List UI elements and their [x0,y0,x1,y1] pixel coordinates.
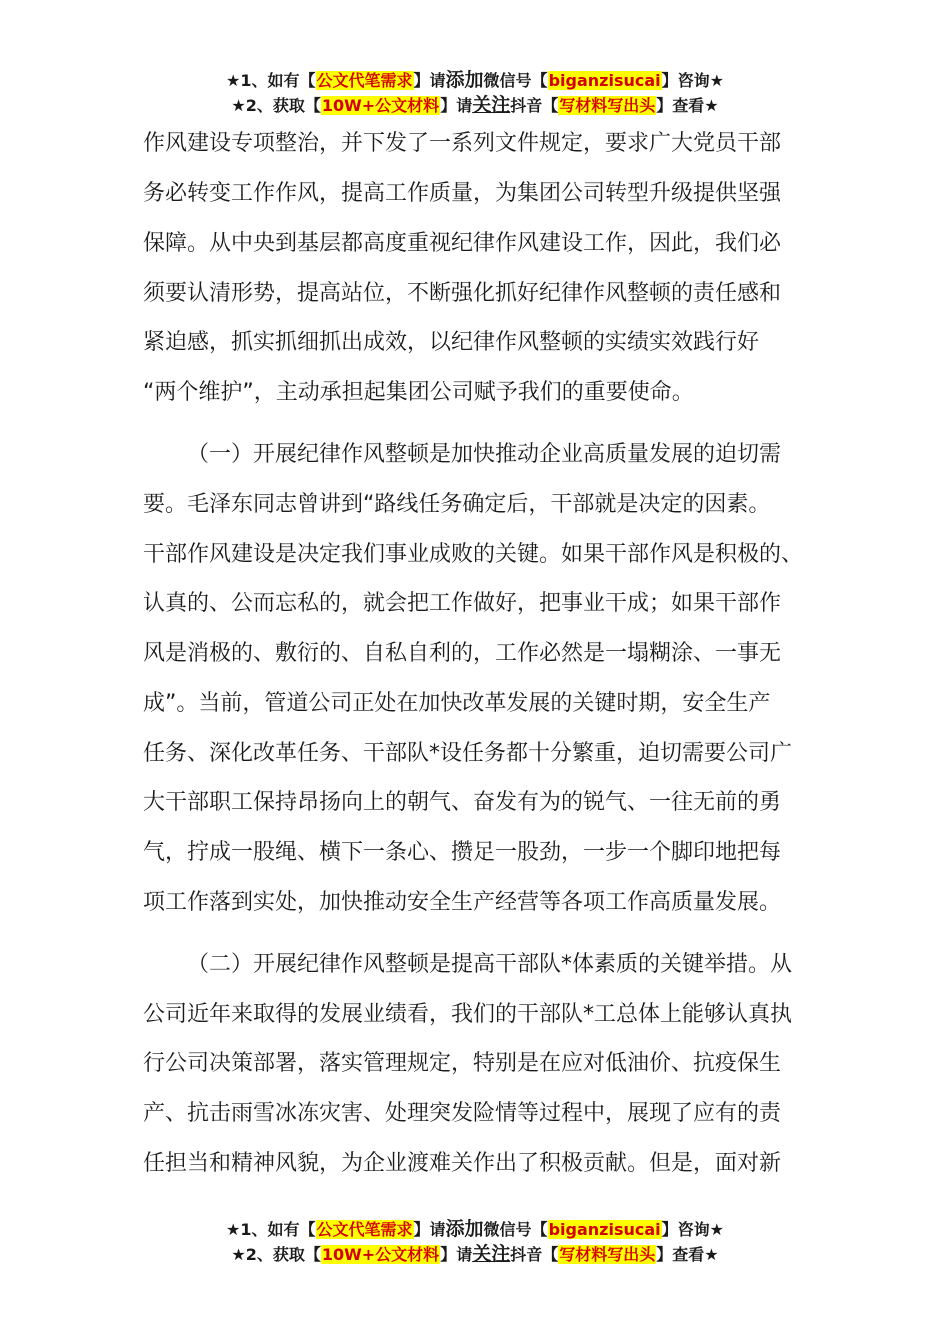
paragraph-first-line: （二）开展纪律作风整顿是提高干部队*体素质的关键举措。从 [187,952,793,977]
douyin-account: 写材料写出头 [559,1245,656,1264]
wechat-id: biganzisucai [548,1220,661,1239]
text-line: 任务、深化改革任务、干部队*设任务都十分繁重，迫切需要公司广 [143,741,793,766]
emphasis-text: 关注 [472,94,511,116]
wechat-id: biganzisucai [548,71,661,90]
text-line: 行公司决策部署，落实管理规定，特别是在应对低油价、抗疫保生 [143,1051,782,1076]
douyin-account: 写材料写出头 [559,96,656,115]
banner-text: 微信号【 [483,1220,548,1239]
highlight-text: 10W+公文材料 [321,1245,440,1264]
banner-line-1 [0,68,950,93]
banner-text: ★1、如有【 [226,1220,316,1239]
text-line: 要。毛泽东同志曾讲到“路线任务确定后，干部就是决定的因素。 [143,492,771,517]
header-banner [0,68,950,118]
emphasis-text: 关注 [472,1243,511,1265]
highlight-text: 公文代笔需求 [316,71,413,90]
text-line: “两个维护”，主动承担起集团公司赋予我们的重要使命。 [143,380,694,405]
banner-text: 微信号【 [483,71,548,90]
text-line: 任担当和精神风貌，为企业渡难关作出了积极贡献。但是，面对新 [143,1151,782,1176]
banner-line-1 [0,1217,950,1242]
banner-text: 抖音【 [510,1245,559,1264]
emphasis-text: 添加 [445,69,484,91]
banner-text: ★2、获取【 [231,1245,321,1264]
text-line: 作风建设专项整治，并下发了一系列文件规定，要求广大党员干部 [143,131,782,156]
text-line: 气，拧成一股绳、横下一条心、攒足一股劲，一步一个脚印地把每 [143,840,782,865]
paragraph-first-line: （一）开展纪律作风整顿是加快推动企业高质量发展的迫切需 [187,442,782,467]
banner-line-2 [0,1242,950,1267]
banner-line-2 [0,93,950,118]
banner-text: 】咨询★ [661,1220,724,1239]
text-line: 项工作落到实处，加快推动安全生产经营等各项工作高质量发展。 [143,890,782,915]
text-line: 风是消极的、敷衍的、自私自利的，工作必然是一塌糊涂、一事无 [143,641,782,666]
text-line: 大干部职工保持昂扬向上的朝气、奋发有为的锐气、一往无前的勇 [143,790,782,815]
banner-text: 】查看★ [656,1245,719,1264]
banner-text: 】请 [440,96,473,115]
highlight-text: 公文代笔需求 [316,1220,413,1239]
text-line: 认真的、公而忘私的，就会把工作做好，把事业干成；如果干部作 [143,591,782,616]
text-line: 干部作风建设是决定我们事业成败的关键。如果干部作风是积极的、 [143,542,804,567]
text-line: 产、抗击雨雪冰冻灾害、处理突发险情等过程中，展现了应有的责 [143,1101,782,1126]
banner-text: 】咨询★ [661,71,724,90]
text-line: 务必转变工作作风，提高工作质量，为集团公司转型升级提供坚强 [143,181,782,206]
banner-text: 】请 [413,1220,446,1239]
banner-text: 】查看★ [656,96,719,115]
banner-text: ★2、获取【 [231,96,321,115]
footer-banner [0,1217,950,1267]
text-line: 紧迫感，抓实抓细抓出成效，以纪律作风整顿的实绩实效践行好 [143,330,760,355]
text-line: 保障。从中央到基层都高度重视纪律作风建设工作，因此，我们必 [143,231,782,256]
text-line: 公司近年来取得的发展业绩看，我们的干部队*工总体上能够认真执 [143,1002,793,1027]
text-line: 须要认清形势，提高站位，不断强化抓好纪律作风整顿的责任感和 [143,281,782,306]
highlight-text: 10W+公文材料 [321,96,440,115]
banner-text: 抖音【 [510,96,559,115]
text-line: 成”。当前，管道公司正处在加快改革发展的关键时期，安全生产 [143,691,771,716]
banner-text: ★1、如有【 [226,71,316,90]
banner-text: 】请 [440,1245,473,1264]
emphasis-text: 添加 [445,1218,484,1240]
banner-text: 】请 [413,71,446,90]
